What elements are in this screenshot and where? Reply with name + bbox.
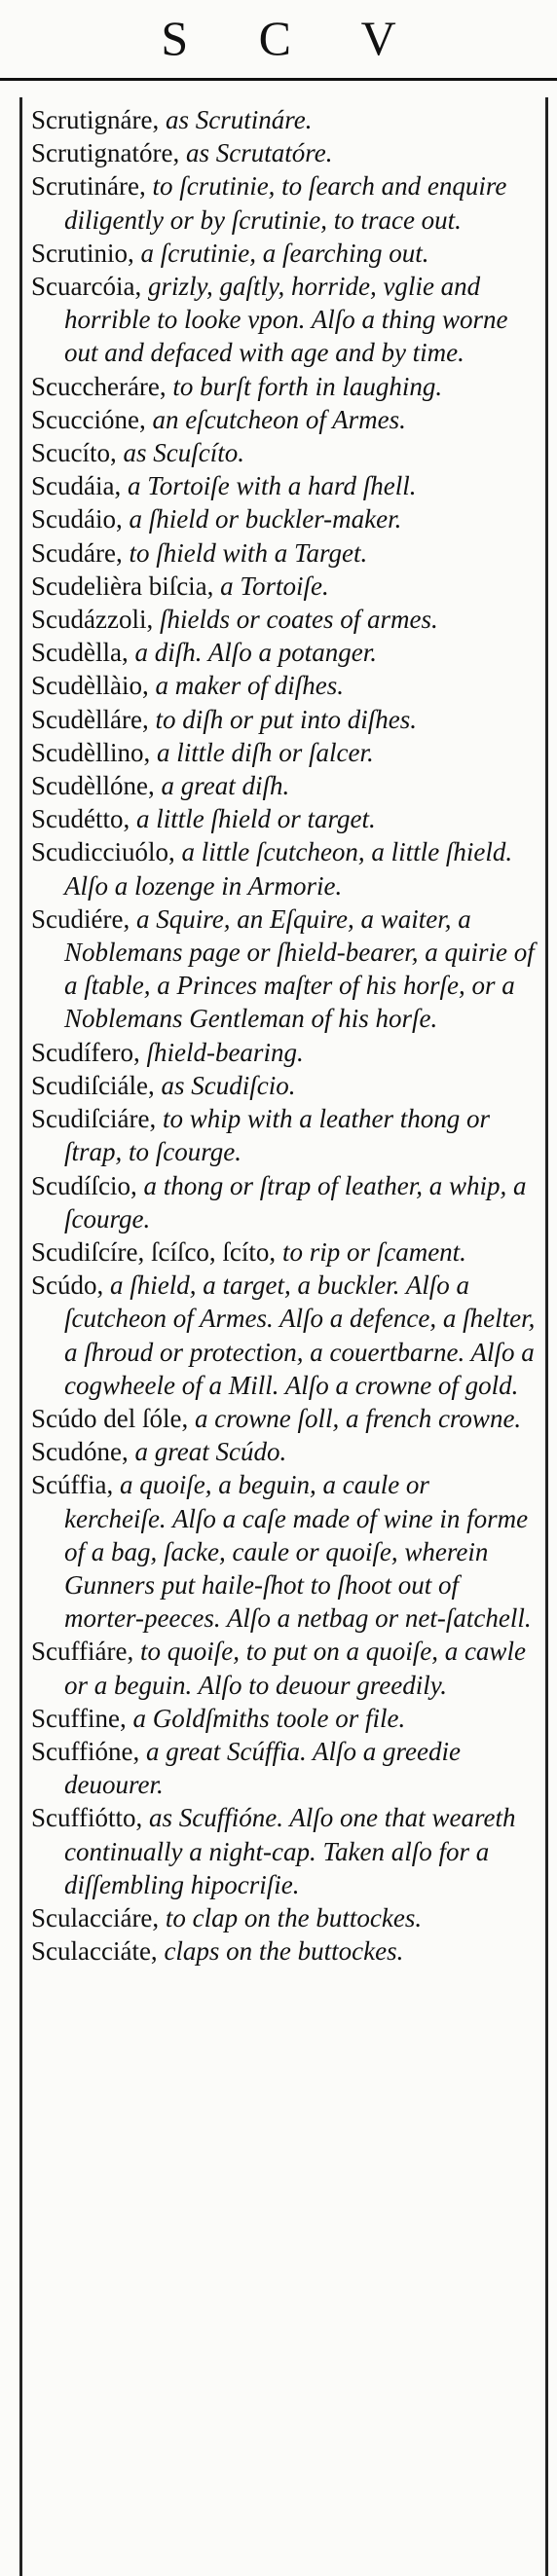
dictionary-entry <box>31 1036 538 1069</box>
entry-headword: Scudiſcíre, ſcíſco, ſcíto, <box>31 1236 277 1267</box>
entry-headword: Sculacciáte, <box>31 1936 158 1967</box>
entry-headword: Scudèlláre, <box>31 704 149 734</box>
entry-headword: Scudétto, <box>31 804 130 834</box>
left-column-rule <box>19 97 22 2576</box>
entry-definition: claps on the buttockes. <box>157 1936 404 1967</box>
entry-definition: ſhield-bearing. <box>139 1037 304 1067</box>
right-column-rule <box>545 97 548 2576</box>
entry-headword: Scrutinio, <box>31 238 134 268</box>
entry-definition: to whip with a leather thong or ſtrap, to ſcourge. <box>64 1104 490 1167</box>
entry-headword: Scuccheráre, <box>31 371 167 401</box>
entry-headword: Sculacciáre, <box>31 1902 160 1932</box>
entry-definition: a Goldſmiths toole or file. <box>126 1703 406 1733</box>
dictionary-entry <box>31 469 538 502</box>
entry-headword: Scudáia, <box>31 471 122 501</box>
entry-headword: Scuccióne, <box>31 404 146 434</box>
dictionary-entry <box>31 1102 538 1168</box>
entry-headword: Scudèllàio, <box>31 671 149 701</box>
entry-headword: Scucíto, <box>31 438 117 468</box>
dictionary-entry <box>31 103 538 136</box>
dictionary-entry <box>31 1269 538 1402</box>
dictionary-entry <box>31 703 538 736</box>
entry-definition: ſhields or coates of armes. <box>153 605 438 635</box>
dictionary-entry <box>31 1235 538 1269</box>
entry-definition: a ſcrutinie, a ſearching out. <box>133 238 429 268</box>
dictionary-entry <box>31 1169 538 1235</box>
entry-definition: as Scuſcíto. <box>116 438 244 468</box>
entry-definition: to diſh or put into diſhes. <box>148 704 417 734</box>
entry-definition: a Tortoiſe with a hard ſhell. <box>121 471 417 501</box>
entry-headword: Scudiſciále, <box>31 1070 155 1100</box>
entry-headword: Scudiére, <box>31 903 130 934</box>
dictionary-entry <box>31 136 538 169</box>
entry-definition: a little diſh or ſalcer. <box>150 737 374 767</box>
entry-headword: Scudíſcio, <box>31 1170 137 1200</box>
dictionary-entry <box>31 1635 538 1701</box>
entry-definition: a diſh. Alſo a potanger. <box>128 638 377 668</box>
dictionary-entry <box>31 536 538 570</box>
dictionary-entry <box>31 736 538 769</box>
dictionary-entry <box>31 1934 538 1968</box>
entry-headword: Scudèllóne, <box>31 771 155 801</box>
entry-headword: Scudáre, <box>31 537 123 568</box>
dictionary-entry <box>31 902 538 1036</box>
entry-headword: Scrutignatóre, <box>31 138 180 168</box>
entry-definition: a maker of diſhes. <box>148 671 344 701</box>
dictionary-entry <box>31 603 538 636</box>
entry-headword: Scudóne, <box>31 1437 129 1467</box>
entry-definition: to ſcrutinie, to ſearch and enquire diligently or by ſcrutinie, to trace out. <box>64 171 507 235</box>
entry-definition: a crowne ſoll, a french crowne. <box>188 1403 522 1433</box>
dictionary-entry <box>31 1435 538 1468</box>
entry-definition: to quoiſe, to put on a quoiſe, a cawle or a beguin. Alſo to deuour greedily. <box>64 1637 526 1700</box>
entry-headword: Scudiſciáre, <box>31 1104 157 1134</box>
entry-definition: a great Scúffia. Alſo a greedie deuourer. <box>64 1736 461 1800</box>
entry-definition: as Scuffióne. Alſo one that weareth continually a night-cap. Taken alſo for a diſſembling hipocriſie. <box>64 1803 516 1899</box>
entry-headword: Scúffia, <box>31 1470 114 1500</box>
entry-definition: as Scrutináre. <box>159 105 313 134</box>
entry-headword: Scrutignáre, <box>31 105 160 134</box>
entry-definition: grizly, gaſtly, horride, vglie and horrible to looke vpon. Alſo a thing worne out and defaced with age and by time. <box>64 272 508 368</box>
entry-definition: to burſt forth in laughing. <box>166 371 443 401</box>
dictionary-entry <box>31 669 538 702</box>
entry-definition: a thong or ſtrap of leather, a whip, a ſcourge. <box>64 1170 527 1233</box>
entry-headword: Scuffine, <box>31 1703 127 1733</box>
dictionary-entries <box>31 103 538 1968</box>
entry-headword: Scudèllino, <box>31 737 151 767</box>
dictionary-entry <box>31 1735 538 1801</box>
entry-definition: as Scrutatóre. <box>179 138 333 168</box>
entry-definition: a Squire, an Eſquire, a waiter, a Noblemans page or ſhield-bearer, a quirie of a ſtable, a Princes maſter of his horſe, or a Noblemans Gentleman of his horſe. <box>64 903 535 1034</box>
dictionary-entry <box>31 370 538 403</box>
entry-definition: a great diſh. <box>154 771 290 801</box>
page-title: S C V <box>161 11 426 65</box>
entry-headword: Scudèlla, <box>31 638 129 668</box>
entry-definition: a little ſhield or target. <box>130 804 376 834</box>
dictionary-entry <box>31 1702 538 1735</box>
entry-definition: a quoiſe, a beguin, a caule or kercheiſe. Alſo a caſe made of wine in forme of a bag, ſacke, caule or quoiſe, wherein Gunners put haile-ſhot to ſhoot out of morter-peeces. Alſo a netbag or net-ſatchell. <box>64 1470 532 1634</box>
dictionary-entry <box>31 835 538 902</box>
dictionary-entry <box>31 1801 538 1901</box>
entry-definition: a ſhield or buckler-maker. <box>122 504 402 534</box>
dictionary-entry <box>31 502 538 535</box>
dictionary-entry <box>31 237 538 270</box>
entry-headword: Scuffióne, <box>31 1736 140 1766</box>
entry-headword: Scudelièra biſcia, <box>31 570 214 601</box>
dictionary-entry <box>31 636 538 669</box>
entry-definition: a ſhield, a target, a buckler. Alſo a ſcutcheon of Armes. Alſo a defence, a ſhelter, a ſhroud or protection, a couertbarne. Alſo a cogwheele of a Mill. Alſo a crowne of gold. <box>64 1270 536 1400</box>
entry-definition: as Scudiſcio. <box>154 1070 296 1100</box>
entry-headword: Scúdo, <box>31 1270 104 1301</box>
entry-definition: to clap on the buttockes. <box>159 1902 423 1932</box>
entry-headword: Scudífero, <box>31 1037 140 1067</box>
entry-headword: Scuffiótto, <box>31 1803 143 1833</box>
dictionary-entry <box>31 570 538 603</box>
entry-headword: Scudázzoli, <box>31 605 154 635</box>
dictionary-entry <box>31 169 538 236</box>
entry-definition: an eſcutcheon of Armes. <box>145 404 406 434</box>
dictionary-entry <box>31 769 538 802</box>
dictionary-entry <box>31 1069 538 1102</box>
entry-definition: a little ſcutcheon, a little ſhield. Alſo a lozenge in Armorie. <box>64 837 513 901</box>
entry-definition: to rip or ſcament. <box>276 1236 466 1267</box>
entry-headword: Scuffiáre, <box>31 1637 134 1667</box>
entry-headword: Scrutináre, <box>31 171 146 202</box>
entry-headword: Scuarcóia, <box>31 272 142 302</box>
entry-definition: to ſhield with a Target. <box>122 537 368 568</box>
dictionary-entry <box>31 436 538 469</box>
entry-headword: Scudáio, <box>31 504 123 534</box>
header-rule <box>0 78 557 81</box>
entry-definition: a Tortoiſe. <box>213 570 329 601</box>
dictionary-entry <box>31 403 538 436</box>
dictionary-entry <box>31 1402 538 1435</box>
dictionary-entry <box>31 802 538 835</box>
page-header <box>0 0 557 76</box>
dictionary-entry <box>31 270 538 370</box>
entry-definition: a great Scúdo. <box>128 1437 287 1467</box>
entry-headword: Scúdo del ſóle, <box>31 1403 189 1433</box>
entry-headword: Scudicciuólo, <box>31 837 175 867</box>
dictionary-entry <box>31 1468 538 1635</box>
dictionary-entry <box>31 1901 538 1934</box>
